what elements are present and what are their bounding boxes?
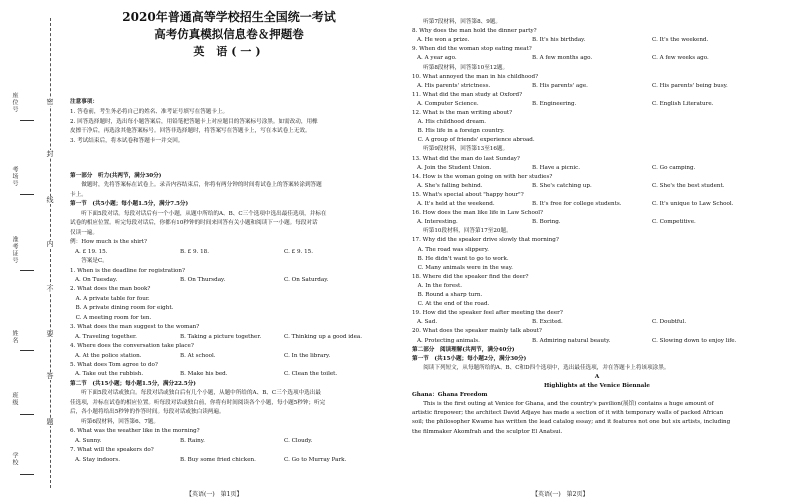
section-heading: 第一部分 听力(共两节，满分30分)	[70, 173, 162, 179]
text-line: 听第6段材料，回答第6、7题。	[70, 418, 159, 425]
option-choice[interactable]: B. At school.	[180, 352, 216, 359]
text-line: the filmmaker Akomfrah and the sculptor El Anatsui.	[412, 428, 563, 435]
text-line: 6. What was the weather like in the morning?	[70, 428, 200, 435]
option-choice[interactable]: C. She's the best student.	[652, 182, 725, 189]
text-line: 1. When is the deadline for registration?	[70, 267, 185, 274]
section-heading: 第一节 (共15小题；每小题2分，满分30分)	[412, 355, 527, 362]
option-choice[interactable]: C. Go to Murray Park.	[284, 456, 347, 463]
seat-label: 座位号	[11, 92, 18, 113]
option-choice[interactable]: C. £ 9. 15.	[284, 248, 313, 255]
option-choice[interactable]: C. On Saturday.	[284, 276, 329, 283]
text-line: 16. How does the man like life in Law School?	[412, 210, 544, 217]
text-line: artistic firepower; the architect David Adjaye has made a section of it with temporary walls of packed African	[412, 410, 724, 417]
seal-line-char: 答	[46, 372, 54, 380]
option-choice[interactable]: C. Doubtful.	[652, 319, 687, 326]
text-line: 做题时，先将答案标在试卷上。录音内容结束后，你将有两分钟的时间将试卷上的答案转涂到答题	[70, 182, 322, 189]
text-line: C. A meeting room for ten.	[70, 314, 152, 321]
text-line: 仅读一遍。	[70, 229, 98, 236]
option-choice[interactable]: B. Excited.	[532, 319, 563, 326]
text-line: A. In the forest.	[412, 282, 463, 289]
option-choice[interactable]: A. At the police station.	[75, 352, 142, 359]
text-line: 听下面5段对话。每段对话后有一个小题，从题中所给的A、B、C三个选项中选出最佳选项，并标在	[70, 210, 327, 217]
section-heading: Ghana：Ghana Freedom	[412, 392, 488, 399]
room-blank[interactable]	[20, 194, 34, 195]
section-heading: 第二部分 阅读理解(共两节，满分40分)	[412, 346, 515, 353]
notice-line: 3. 考试结束后，将本试卷和答题卡一并交回。	[70, 137, 184, 144]
section-heading: Highlights at the Venice Biennale	[544, 383, 650, 389]
option-choice[interactable]: A. She's falling behind.	[417, 182, 483, 189]
text-line: 卡上。	[70, 191, 87, 198]
text-line: 听第8段材料，回答第10至12题。	[412, 64, 509, 71]
text-line: 例：How much is the shirt?	[70, 239, 147, 246]
text-line: 听第9段材料，回答第13至16题。	[412, 146, 509, 153]
name-label: 姓名	[11, 330, 18, 344]
option-choice[interactable]: B. It's his birthday.	[532, 37, 586, 44]
text-line: B. A private dining room for eight.	[70, 305, 174, 312]
school-blank[interactable]	[20, 474, 34, 475]
option-choice[interactable]: A. Interesting.	[417, 219, 458, 226]
text-line: 9. When did the woman stop eating meat?	[412, 46, 532, 53]
text-line: A. His childhood dream.	[412, 119, 487, 126]
option-choice[interactable]: A. He won a prize.	[417, 37, 470, 44]
text-line: 18. Where did the speaker find the deer?	[412, 273, 529, 280]
subject-title: 英 语(一)	[193, 45, 265, 58]
text-line: B. His life in a foreign country.	[412, 128, 505, 135]
text-line: 5. What does Tom agree to do?	[70, 362, 158, 368]
text-line: C. At the end of the road.	[412, 301, 490, 308]
option-choice[interactable]: B. £ 9. 18.	[180, 248, 210, 255]
seal-line-char: 题	[46, 418, 54, 426]
option-choice[interactable]: B. It's free for college students.	[532, 201, 622, 207]
option-choice[interactable]: B. Make his bed.	[180, 371, 228, 378]
footer-page-2: 【英语(一) 第2页】	[532, 491, 589, 498]
option-choice[interactable]: C. Go camping.	[652, 164, 696, 171]
option-choice[interactable]: A. A year ago.	[417, 55, 457, 62]
option-choice[interactable]: B. His parents' age.	[532, 82, 588, 89]
text-line: 答案是C。	[70, 258, 108, 265]
exam-subtitle: 高考仿真模拟信息卷＆押题卷	[154, 27, 304, 41]
seal-line-char: 内	[46, 240, 54, 248]
text-line: 听下面5段对话或独白。每段对话或独白后有几个小题，从题中所给的A、B、C三个选项中选出最	[70, 390, 321, 397]
option-choice[interactable]: A. Stay indoors.	[75, 456, 120, 463]
option-choice[interactable]: B. Admiring natural beauty.	[532, 337, 611, 344]
option-choice[interactable]: A. Sunny.	[75, 437, 102, 444]
option-choice[interactable]: A. Join the Student Union.	[417, 164, 492, 171]
notice-line: 1. 答卷前，考生务必将自己的姓名、准考证号填写在答题卡上。	[70, 109, 229, 115]
option-choice[interactable]: A. Sad.	[417, 319, 438, 326]
seat-blank[interactable]	[20, 120, 34, 121]
option-choice[interactable]: A. £ 19. 15.	[75, 248, 108, 255]
text-line: 阅读下列短文，从每题所给的A、B、C和D四个选项中，选出最佳选项，并在答题卡上将该项涂黑。	[412, 364, 670, 371]
notice-line: 2. 回答选择题时，选出每小题答案后，用铅笔把答题卡上对应题目的答案标号涂黑。如需改动，用橡	[70, 118, 318, 125]
section-heading: A	[594, 373, 600, 380]
option-choice[interactable]: B. Buy some fried chicken.	[180, 456, 256, 463]
text-line: 7. What will the speakers do?	[70, 447, 154, 454]
option-choice[interactable]: C. Slowing down to enjoy life.	[652, 337, 737, 344]
class-blank[interactable]	[20, 414, 34, 415]
text-line: 3. What does the man suggest to the woman?	[70, 324, 200, 331]
text-line: 14. How is the woman going on with her studies?	[412, 173, 553, 180]
option-choice[interactable]: B. Have a picnic.	[532, 164, 581, 171]
section-heading: 第一节 (共5小题；每小题1.5分，满分7.5分)	[70, 201, 189, 208]
text-line: C. Many animals were in the way.	[412, 264, 513, 271]
room-label: 考场号	[11, 166, 18, 187]
text-line: 2. What does the man book?	[70, 286, 151, 293]
text-line: soil; the philosopher Kwame has written the lead catalog essay; and it features not one but six artists, including	[412, 419, 731, 426]
option-choice[interactable]: B. She's catching up.	[532, 182, 592, 189]
option-choice[interactable]: C. His parents' being busy.	[652, 82, 728, 89]
option-choice[interactable]: A. Computer Science.	[417, 100, 479, 107]
binding-margin	[0, 0, 62, 503]
seal-line-char: 要	[46, 330, 54, 338]
option-choice[interactable]: C. In the library.	[284, 352, 331, 359]
option-choice[interactable]: A. His parents' strictness.	[417, 82, 491, 89]
exam-id-label: 准考证号	[11, 236, 18, 264]
seal-line-char: 线	[46, 196, 54, 204]
text-line: 后，各小题将给出5秒钟的作答时间。每段对话或独白读两遍。	[70, 409, 225, 416]
text-line: 17. Why did the speaker drive slowly that morning?	[412, 237, 559, 244]
exam-id-blank[interactable]	[20, 270, 34, 271]
option-choice[interactable]: A. Take out the rubbish.	[75, 371, 144, 378]
name-blank[interactable]	[20, 350, 34, 351]
notice-line: 皮擦干净后，再选涂其他答案标号。回答非选择题时，将答案写在答题卡上，写在本试卷上无效。	[70, 128, 311, 135]
text-line: 11. What did the man study at Oxford?	[412, 91, 523, 98]
text-line: 12. What is the man writing about?	[412, 110, 513, 116]
text-line: 15. What's special about "happy hour"?	[412, 191, 524, 198]
option-choice[interactable]: C. A few weeks ago.	[652, 55, 709, 62]
notice-heading: 注意事项：	[70, 99, 98, 105]
text-line: 10. What annoyed the man in his childhood?	[412, 73, 539, 80]
footer-page-1: 【英语(一) 第1页】	[186, 491, 243, 498]
option-choice[interactable]: B. Rainy.	[180, 437, 205, 444]
option-choice[interactable]: C. Clean the toilet.	[284, 371, 338, 378]
option-choice[interactable]: C. It's the weekend.	[652, 37, 709, 44]
seal-line-char: 密	[46, 98, 54, 106]
text-line: 19. How did the speaker feel after meeting the deer?	[412, 310, 563, 317]
class-label: 班级	[11, 392, 18, 406]
text-line: A. A private table for four.	[70, 295, 150, 302]
option-choice[interactable]: A. Protecting animals.	[417, 337, 480, 344]
option-choice[interactable]: A. It's held at the weekend.	[417, 201, 495, 207]
option-choice[interactable]: B. Engineering.	[532, 100, 577, 107]
option-choice[interactable]: C. Thinking up a good idea.	[284, 333, 363, 340]
text-line: 8. Why does the man hold the dinner party?	[412, 28, 537, 35]
option-choice[interactable]: B. On Thursday.	[180, 276, 226, 283]
option-choice[interactable]: C. It's unique to Law School.	[652, 201, 734, 207]
text-line: 4. Where does the conversation take place?	[70, 343, 194, 350]
option-choice[interactable]: C. Cloudy.	[284, 437, 313, 444]
section-heading: 第二节 (共15小题；每小题1.5分，满分22.5分)	[70, 380, 196, 387]
option-choice[interactable]: C. English Literature.	[652, 100, 714, 107]
option-choice[interactable]: A. On Tuesday.	[75, 276, 118, 283]
text-line: 听第10段材料，回答第17至20题。	[412, 228, 512, 235]
text-line: 试卷的相应位置。听完每段对话后，你都有10秒钟的时间来回答有关小题和阅读下一小题。每段对话	[70, 220, 318, 227]
option-choice[interactable]: B. Boring.	[532, 219, 561, 226]
text-line: B. He didn't want to go to work.	[412, 255, 509, 262]
text-line: C. A group of friends' experience abroad.	[412, 137, 535, 144]
text-line: 20. What does the speaker mainly talk about?	[412, 328, 542, 335]
text-line: A. The road was slippery.	[412, 246, 489, 253]
text-line: This is the first outing at Venice for Ghana, and the country's pavilion(展馆) contains a huge amount of	[412, 401, 714, 408]
exam-title: 2020年普通高等学校招生全国统一考试	[122, 10, 336, 24]
school-label: 学校	[11, 452, 18, 466]
option-choice[interactable]: C. Competitive.	[652, 219, 696, 226]
option-choice[interactable]: A. Traveling together.	[75, 333, 137, 340]
option-choice[interactable]: B. Taking a picture together.	[180, 333, 262, 340]
option-choice[interactable]: B. A few months ago.	[532, 55, 593, 62]
seal-line-char: 不	[46, 285, 54, 293]
text-line: B. Round a sharp turn.	[412, 292, 483, 298]
text-line: 13. What did the man do last Sunday?	[412, 155, 520, 162]
text-line: 佳选项，并标在试卷的相应位置。听每段对话或独白前，你将有时间阅读各个小题，每小题5秒钟；听完	[70, 399, 326, 406]
seal-line-char: 封	[46, 150, 54, 158]
text-line: 听第7段材料，回答第8、9题。	[412, 19, 501, 25]
